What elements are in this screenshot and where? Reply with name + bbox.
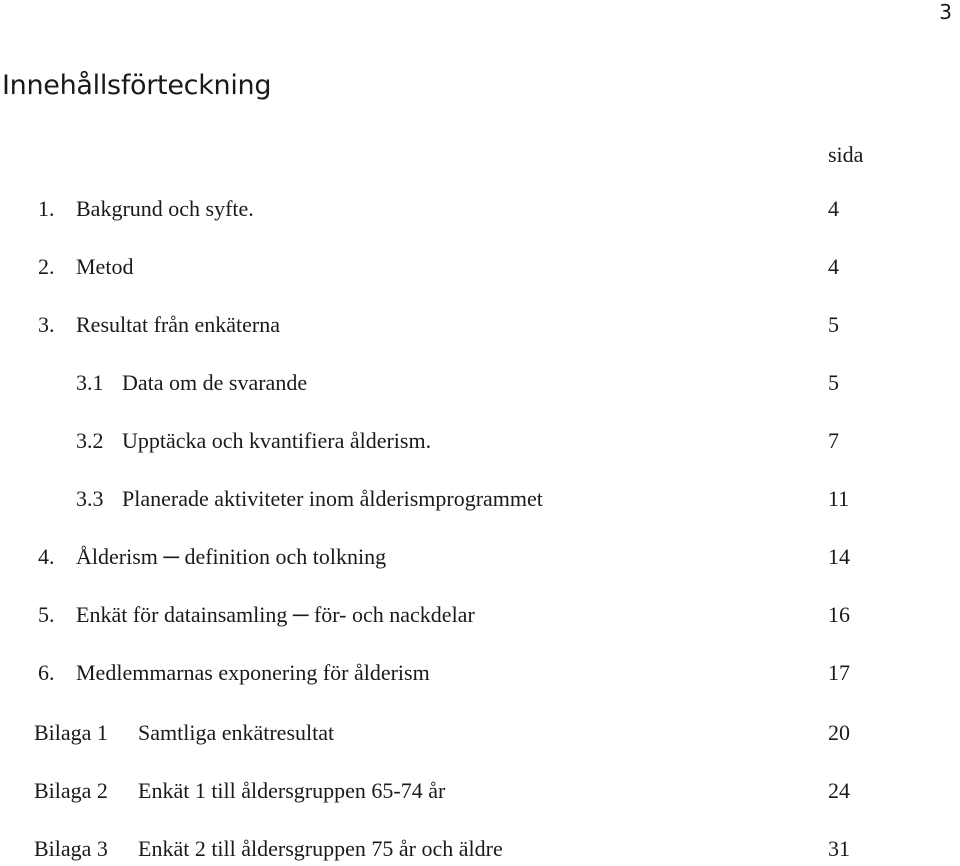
toc-entry-title: Resultat från enkäterna (76, 312, 281, 337)
toc-heading: Innehållsförteckning (2, 70, 272, 101)
toc-entry-3 (0, 312, 960, 342)
toc-entry-number: Bilaga 1 (34, 720, 108, 745)
toc-entry-1 (0, 196, 960, 226)
page-column-label: sida (828, 142, 864, 167)
toc-entry-4 (0, 544, 960, 574)
toc-entry-5 (0, 602, 960, 632)
toc-entry-number: 3. (38, 312, 55, 337)
toc-entry-number: 4. (38, 544, 55, 569)
toc-entry-number: 2. (38, 254, 55, 279)
toc-entry-page: 5 (828, 312, 839, 337)
toc-entry-title: Enkät 2 till åldersgruppen 75 år och äldre (138, 836, 503, 861)
toc-entry-number: 1. (38, 196, 55, 221)
toc-entry-3-3 (0, 486, 960, 516)
toc-entry-title: Upptäcka och kvantifiera ålderism. (122, 428, 432, 453)
toc-entry-number: Bilaga 2 (34, 778, 108, 803)
toc-entry-title: Bakgrund och syfte. (76, 196, 254, 221)
toc-entry-title: Metod (76, 254, 134, 279)
toc-entry-6 (0, 660, 960, 690)
toc-entry-number: 3.3 (76, 486, 104, 511)
toc-entry-number: Bilaga 3 (34, 836, 108, 861)
toc-entry-3-2 (0, 428, 960, 458)
toc-entry-bilaga-2 (0, 778, 960, 808)
toc-entry-title: Ålderism ─ definition och tolkning (76, 544, 387, 569)
toc-entry-number: 3.2 (76, 428, 104, 453)
toc-entry-number: 3.1 (76, 370, 104, 395)
toc-entry-2 (0, 254, 960, 284)
toc-entry-3-1 (0, 370, 960, 400)
toc-entry-page: 5 (828, 370, 839, 395)
toc-entry-page: 11 (828, 486, 850, 511)
toc-entry-number: 6. (38, 660, 55, 685)
toc-entry-title: Planerade aktiviteter inom ålderismprogrammet (122, 486, 543, 511)
toc-entry-page: 20 (828, 720, 850, 745)
toc-entry-bilaga-3 (0, 836, 960, 866)
toc-entry-title: Data om de svarande (122, 370, 308, 395)
toc-entry-page: 24 (828, 778, 850, 803)
toc-entry-title: Enkät 1 till åldersgruppen 65-74 år (138, 778, 446, 803)
toc-entry-page: 31 (828, 836, 850, 861)
toc-entry-bilaga-1 (0, 720, 960, 750)
toc-entry-title: Medlemmarnas exponering för ålderism (76, 660, 430, 685)
toc-entry-page: 14 (828, 544, 850, 569)
toc-entry-page: 4 (828, 196, 839, 221)
toc-entry-page: 16 (828, 602, 850, 627)
toc-entry-page: 4 (828, 254, 839, 279)
toc-entry-page: 17 (828, 660, 850, 685)
toc-entry-number: 5. (38, 602, 55, 627)
page-number: 3 (939, 0, 952, 24)
toc-entry-page: 7 (828, 428, 839, 453)
toc-entry-title: Samtliga enkätresultat (138, 720, 335, 745)
toc-entry-title: Enkät för datainsamling ─ för- och nackdelar (76, 602, 475, 627)
